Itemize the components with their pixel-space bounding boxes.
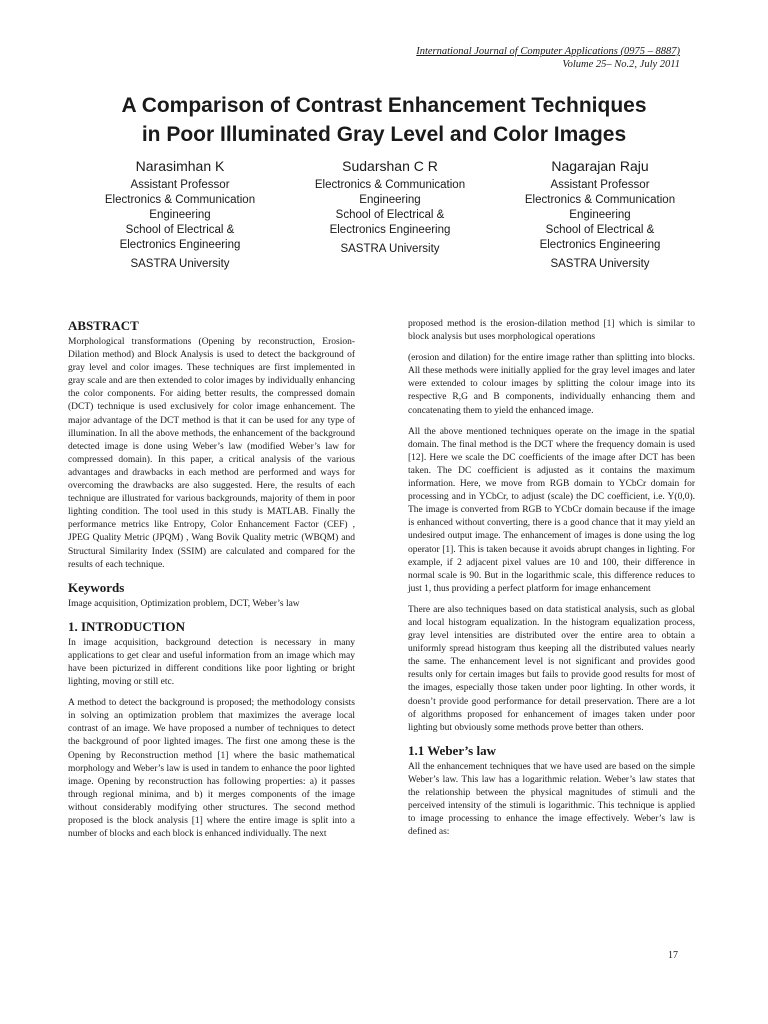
author-university: SASTRA University — [130, 258, 230, 270]
journal-name: International Journal of Computer Applications (0975 – 8887) — [416, 46, 680, 57]
author-university: SASTRA University — [550, 258, 650, 270]
paragraph: (erosion and dilation) for the entire image rather than splitting into blocks. All these methods were initially applied for the gray level images and later were extended to colour images by splitting the colour image into its respective R,G and B components, individually enhancing them and concatenating them to yield the enhanced image. — [408, 353, 695, 416]
left-column — [68, 318, 355, 849]
author-university: SASTRA University — [340, 243, 440, 255]
paragraph: All the enhancement techniques that we have used are based on the simple Weber’s law. This law has a logarithmic relation. Weber’s law states that the relationship between the physical magnitudes of stimuli and the perceived intensity of the stimuli is logarithmic. This technique is applied to image processing to enhance the image effectively. Weber’s law is defined as: — [408, 761, 695, 838]
author-affiliation: Engineering — [359, 194, 421, 206]
abstract-text: Morphological transformations (Opening by reconstruction, Erosion-Dilation method) and Block Analysis is used to detect the background of gray level and color images. These techniques are first implemented in gray scale and are then extended to color images by individually enhancing the color components. For aiding better results, the compressed domain (DCT) technique is used exclusively for color image enhancement. The major advantage of the DCT method is that it can be used for any type of illumination. In all the above methods, the enhancement of the background detected image is done using Weber’s law (modified Weber’s law for compressed domain). In this paper, a critical analysis of the various advantages and drawbacks in each method are performed and ways for overcoming the drawbacks are also suggested. Here, the results of each technique are illustrated for various backgrounds, majority of them in poor lighting condition. The tool used in this study is MATLAB. Finally the performance metrics like Entropy, Color Enhancement Factor (CEF) , JPEG Quality Metric (JPQM) , Wang Bovik Quality metric (WBQM) and Structural Similarity Index (SSIM) are calculated and compared for the results of each technique. — [68, 337, 355, 570]
author-affiliation: Assistant Professor — [550, 179, 650, 191]
paragraph: There are also techniques based on data statistical analysis, such as global and local histogram equalization. In the histogram equalization process, gray level intensities are distributed over the entire area to obtain a uniformly spread histogram thus keeping all the distributed values nearly the same. The enhancement level is not significant and provides good results only for certain images but fails to provide good results for most of the images, especially those taken under poor lighting. In other words, it doesn’t provide good performance for detail preservation. There are a lot of algorithms proposed for enhancement of images taken under poor lighting but obviously some methods prove better than others. — [408, 604, 695, 733]
right-column — [408, 318, 695, 847]
paragraph: All the above mentioned techniques operate on the image in the spatial domain. The final method is the DCT where the frequency domain is used [12]. Here we scale the DC coefficients of the image after DCT has been taken. The DC coefficient is adjusted as it contains the maximum information. Here, we move from RGB domain to YCbCr domain for processing and in YCbCr, to adjust (scale) the DC coefficient, i.e. Y(0,0). The image is converted from RGB to YCbCr domain because if the image is enhanced without converting, there is a good chance that it may yield an undesired output image. The enhancement of images is done using the log operator [1]. This is taken because it avoids abrupt changes in lighting. For example, if 2 adjacent pixel values are 10 and 100, their difference in normal scale is 90. But in the logarithmic scale, this difference reduces to just 1, thus providing a perfect platform for image enhancement — [408, 426, 695, 594]
abstract-heading: ABSTRACT — [68, 318, 139, 333]
author-affiliation: Engineering — [569, 209, 631, 221]
paragraph: In image acquisition, background detection is necessary in many applications to get clear and useful information from an image which may have been picturized in different conditions like poor lighting or bright lighting, moving or still etc. — [68, 637, 355, 688]
author-affiliation: Electronics & Communication — [524, 194, 676, 206]
author-name: Sudarshan C R — [342, 158, 438, 174]
author-affiliation: Electronics & Communication — [314, 179, 466, 191]
running-header — [416, 45, 680, 71]
author-affiliation: Electronics Engineering — [539, 239, 661, 251]
keywords-heading: Keywords — [68, 579, 125, 595]
author-affiliation: Electronics Engineering — [329, 224, 451, 236]
introduction-heading: 1. INTRODUCTION — [68, 618, 186, 634]
paragraph: proposed method is the erosion-dilation method [1] which is similar to block analysis but uses morphological operations — [408, 319, 695, 343]
volume-info: Volume 25– No.2, July 2011 — [562, 59, 680, 70]
author-2 — [290, 157, 490, 257]
author-affiliation: Engineering — [149, 209, 211, 221]
weber-law-heading: 1.1 Weber’s law — [408, 742, 496, 758]
author-affiliation: School of Electrical & — [545, 224, 655, 236]
title-line-2: in Poor Illuminated Gray Level and Color Images — [141, 123, 627, 146]
page-number: 17 — [668, 950, 678, 961]
author-affiliation: Electronics & Communication — [104, 194, 256, 206]
author-affiliation: Electronics Engineering — [119, 239, 241, 251]
title-line-1: A Comparison of Contrast Enhancement Techniques — [121, 94, 647, 117]
author-affiliation: Assistant Professor — [130, 179, 230, 191]
author-name: Narasimhan K — [135, 158, 225, 174]
paragraph: A method to detect the background is proposed; the methodology consists in solving an optimization problem that maximizes the average local contrast of an image. We have proposed a number of techniques to detect the background of poor lighted images. The first one among these is the Opening by Reconstruction method [1] where the basic mathematical morphology and Weber’s law is used in tandem to enhance the poor lighted image. Opening by reconstruction has following properties: a) it passes through regional minima, and b) it merges components of the image without considerably modifying other structures. The second method proposed is the block analysis [1] where the entire image is split into a number of blocks and each block is enhanced individually. The next — [68, 698, 355, 840]
keywords-text: Image acquisition, Optimization problem, DCT, Weber’s law — [68, 598, 300, 609]
author-name: Nagarajan Raju — [551, 158, 649, 174]
author-3 — [500, 157, 700, 272]
author-1 — [80, 157, 280, 272]
author-affiliation: School of Electrical & — [125, 224, 235, 236]
author-affiliation: School of Electrical & — [335, 209, 445, 221]
paper-title — [0, 91, 768, 149]
